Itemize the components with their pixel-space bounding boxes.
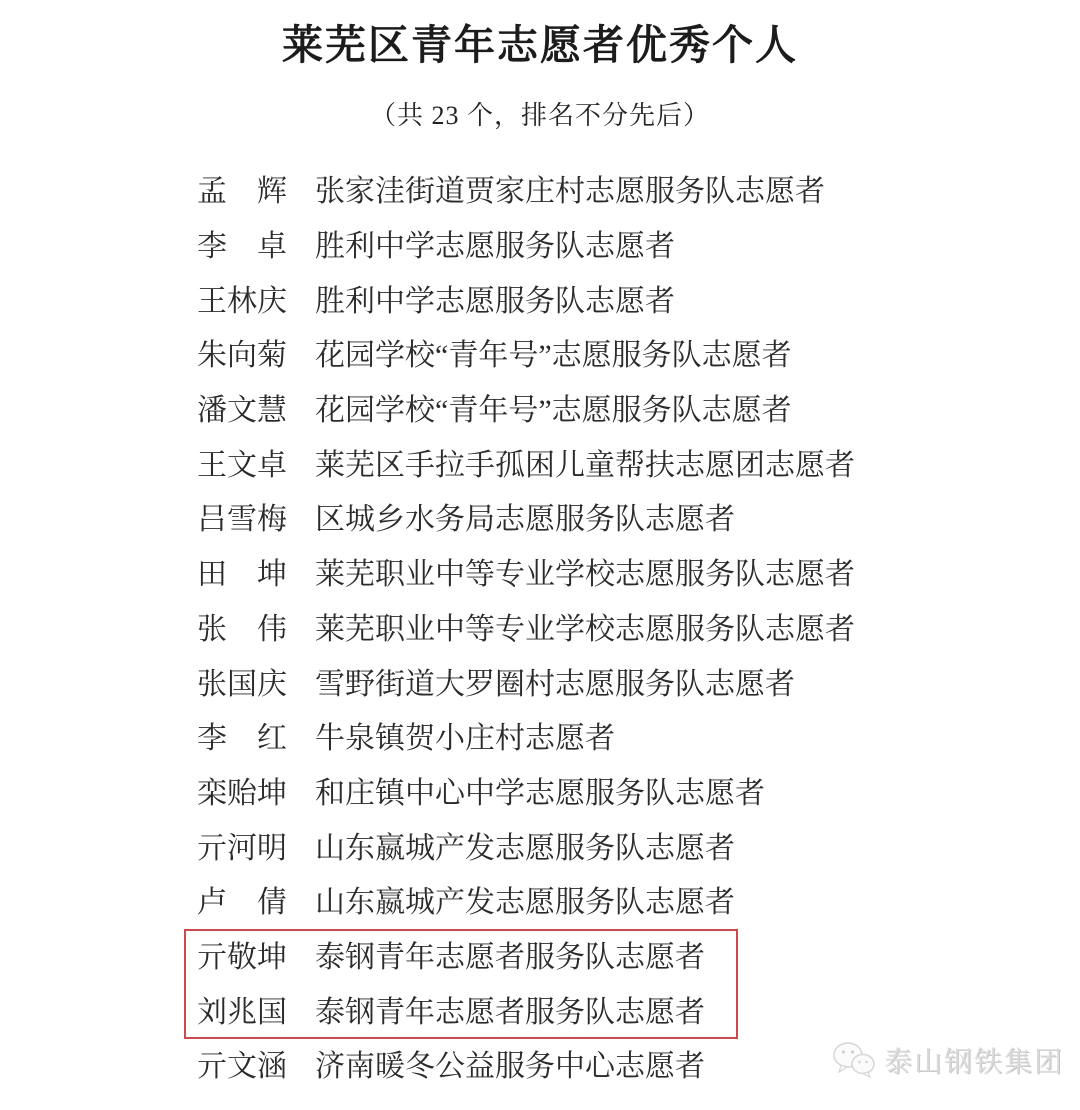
volunteer-organization: 莱芜职业中等专业学校志愿服务队志愿者 bbox=[315, 612, 855, 646]
volunteer-list bbox=[0, 161, 1080, 1091]
wechat-icon bbox=[832, 1041, 876, 1079]
volunteer-organization: 花园学校“青年号”志愿服务队志愿者 bbox=[315, 394, 792, 428]
list-item-16-highlighted bbox=[0, 981, 1080, 1036]
volunteer-organization: 泰钢青年志愿者服务队志愿者 bbox=[315, 940, 705, 974]
volunteer-organization: 山东嬴城产发志愿服务队志愿者 bbox=[315, 831, 735, 865]
volunteer-organization: 花园学校“青年号”志愿服务队志愿者 bbox=[315, 339, 792, 373]
volunteer-name: 张国庆 bbox=[197, 667, 287, 701]
list-item-3 bbox=[0, 270, 1080, 325]
volunteer-name: 孟 辉 bbox=[197, 175, 287, 209]
volunteer-name: 栾贻坤 bbox=[197, 776, 287, 810]
volunteer-organization: 牛泉镇贺小庄村志愿者 bbox=[315, 722, 615, 756]
volunteer-organization: 胜利中学志愿服务队志愿者 bbox=[315, 230, 675, 264]
list-item-5 bbox=[0, 380, 1080, 435]
page-title: 莱芜区青年志愿者优秀个人 bbox=[282, 22, 798, 68]
volunteer-name: 王文卓 bbox=[197, 448, 287, 482]
volunteer-name: 亓敬坤 bbox=[197, 940, 287, 974]
volunteer-name: 刘兆国 bbox=[197, 995, 287, 1029]
volunteer-name: 卢 倩 bbox=[197, 886, 287, 920]
volunteer-organization: 莱芜职业中等专业学校志愿服务队志愿者 bbox=[315, 558, 855, 592]
list-item-1 bbox=[0, 161, 1080, 216]
volunteer-name: 田 坤 bbox=[197, 558, 287, 592]
volunteer-name: 张 伟 bbox=[197, 612, 287, 646]
list-item-15-highlighted bbox=[0, 927, 1080, 982]
page-subtitle: （共 23 个，排名不分先后） bbox=[369, 101, 710, 130]
volunteer-organization: 胜利中学志愿服务队志愿者 bbox=[315, 284, 675, 318]
volunteer-name: 朱向菊 bbox=[197, 339, 287, 373]
list-item-7 bbox=[0, 489, 1080, 544]
volunteer-name: 亓文涵 bbox=[197, 1050, 287, 1084]
list-item-13 bbox=[0, 817, 1080, 872]
volunteer-organization: 雪野街道大罗圈村志愿服务队志愿者 bbox=[315, 667, 795, 701]
list-item-6 bbox=[0, 434, 1080, 489]
volunteer-organization: 泰钢青年志愿者服务队志愿者 bbox=[315, 995, 705, 1029]
volunteer-organization: 济南暖冬公益服务中心志愿者 bbox=[315, 1050, 705, 1084]
list-item-14 bbox=[0, 872, 1080, 927]
volunteer-name: 潘文慧 bbox=[197, 394, 287, 428]
list-item-8 bbox=[0, 544, 1080, 599]
list-item-4 bbox=[0, 325, 1080, 380]
volunteer-organization: 和庄镇中心中学志愿服务队志愿者 bbox=[315, 776, 765, 810]
volunteer-name: 吕雪梅 bbox=[197, 503, 287, 537]
watermark-label: 泰山钢铁集团 bbox=[884, 1046, 1065, 1077]
list-item-11 bbox=[0, 708, 1080, 763]
volunteer-name: 王林庆 bbox=[197, 284, 287, 318]
volunteer-organization: 山东嬴城产发志愿服务队志愿者 bbox=[315, 886, 735, 920]
list-item-12 bbox=[0, 763, 1080, 818]
volunteer-organization: 区城乡水务局志愿服务队志愿者 bbox=[315, 503, 735, 537]
volunteer-organization: 莱芜区手拉手孤困儿童帮扶志愿团志愿者 bbox=[315, 448, 855, 482]
list-item-9 bbox=[0, 599, 1080, 654]
volunteer-name: 亓河明 bbox=[197, 831, 287, 865]
volunteer-name: 李 红 bbox=[197, 722, 287, 756]
volunteer-organization: 张家洼街道贾家庄村志愿服务队志愿者 bbox=[315, 175, 825, 209]
list-item-2 bbox=[0, 216, 1080, 271]
watermark bbox=[832, 1040, 1064, 1080]
list-item-10 bbox=[0, 653, 1080, 708]
volunteer-name: 李 卓 bbox=[197, 230, 287, 264]
